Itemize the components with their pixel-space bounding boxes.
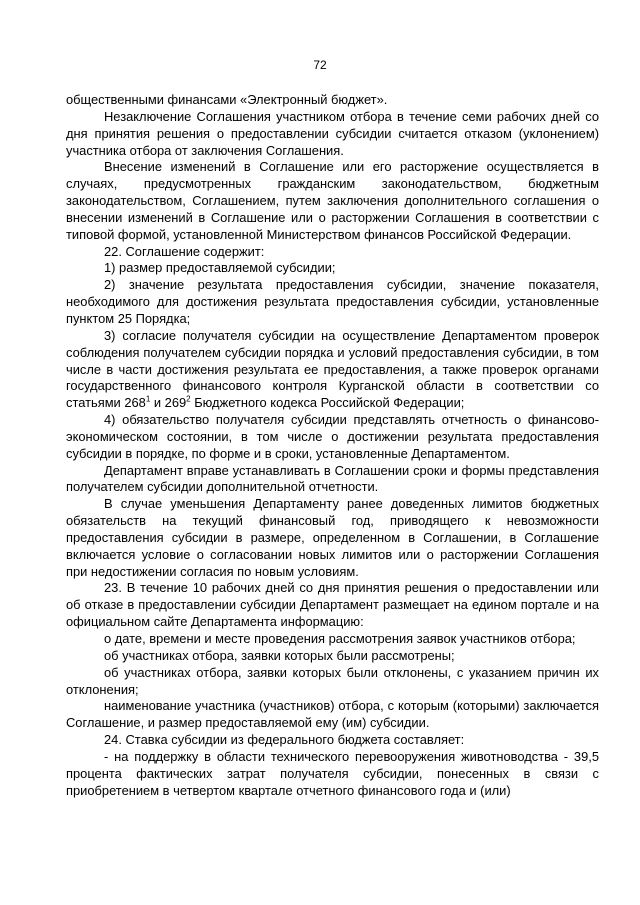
paragraph-11: 23. В течение 10 рабочих дней со дня принятия решения о предоставлении или об отказе в предоставлении субсидии Департамент размещает на едином портале и на официальном сайте Департамента информацию: <box>66 580 599 630</box>
paragraph-16: 24. Ставка субсидии из федерального бюджета составляет: <box>104 732 465 748</box>
paragraph-7 <box>66 328 599 412</box>
document-body <box>66 92 599 799</box>
paragraph-8: 4) обязательство получателя субсидии представлять отчетность о финансово-экономическом состоянии, в том числе о достижении результата предоставления субсидии в порядке, по форме и в сроки, установленные Департаментом. <box>66 412 599 461</box>
paragraph-7-part-1: 3) согласие получателя субсидии на осуществление Департаментом проверок соблюдения получателем субсидии порядка и условий предоставления субсидии, в том числе в части достижения результата ее предоставления, а также проверок органами государственного финансового контроля Курганской области в соответствии со статьями 268 <box>66 327 599 411</box>
paragraph-12: о дате, времени и месте проведения рассмотрения заявок участников отбора; <box>104 631 576 646</box>
paragraph-17: - на поддержку в области технического перевооружения животноводства - 39,5 процента фактических затрат получателя субсидии, понесенных в связи с приобретением в четвертом квартале отчетного финансового года и (или) <box>66 748 599 798</box>
paragraph-7-part-2: и 269 <box>150 395 187 411</box>
paragraph-9: Департамент вправе устанавливать в Соглашении сроки и формы представления получателем субсидии дополнительной отчетности. <box>66 462 599 495</box>
page-number: 72 <box>313 58 327 72</box>
paragraph-5: 1) размер предоставляемой субсидии; <box>104 260 336 276</box>
paragraph-10: В случае уменьшения Департаменту ранее доведенных лимитов бюджетных обязательств на текущий финансовый год, приводящего к невозможности предоставления субсидии в размере, определенном в Соглашении, в Соглашение включается условие о согласовании новых лимитов или о расторжении Соглашения при недостижении согласия по новым условиям. <box>66 496 599 579</box>
paragraph-4: 22. Соглашение содержит: <box>104 243 265 259</box>
paragraph-7-part-3: Бюджетного кодекса Российской Федерации; <box>190 395 465 411</box>
paragraph-1: общественными финансами «Электронный бюджет». <box>66 92 388 107</box>
paragraph-3: Внесение изменений в Соглашение или его расторжение осуществляется в случаях, предусмотренных гражданским законодательством, бюджетным законодательством, Соглашением, путем заключения дополнительного соглашения о внесении изменений в Соглашение или о расторжении Соглашения в соответствии с типовой формой, установленной Министерством финансов Российской Федерации. <box>66 159 599 242</box>
paragraph-2: Незаключение Соглашения участником отбора в течение семи рабочих дней со дня принятия решения о предоставлении субсидии считается отказом (уклонением) участника отбора от заключения Соглашения. <box>66 108 599 158</box>
paragraph-15: наименование участника (участников) отбора, с которым (которыми) заключается Соглашение, и размер предоставляемой ему (им) субсидии. <box>66 698 599 731</box>
paragraph-6: 2) значение результата предоставления субсидии, значение показателя, необходимого для достижения результата предоставления субсидии, установленные пунктом 25 Порядка; <box>66 277 599 326</box>
superscript-1: 1 <box>145 394 151 404</box>
paragraph-13: об участниках отбора, заявки которых были рассмотрены; <box>104 647 455 663</box>
superscript-2: 2 <box>186 394 191 404</box>
paragraph-14: об участниках отбора, заявки которых были отклонены, с указанием причин их отклонения; <box>66 664 599 697</box>
